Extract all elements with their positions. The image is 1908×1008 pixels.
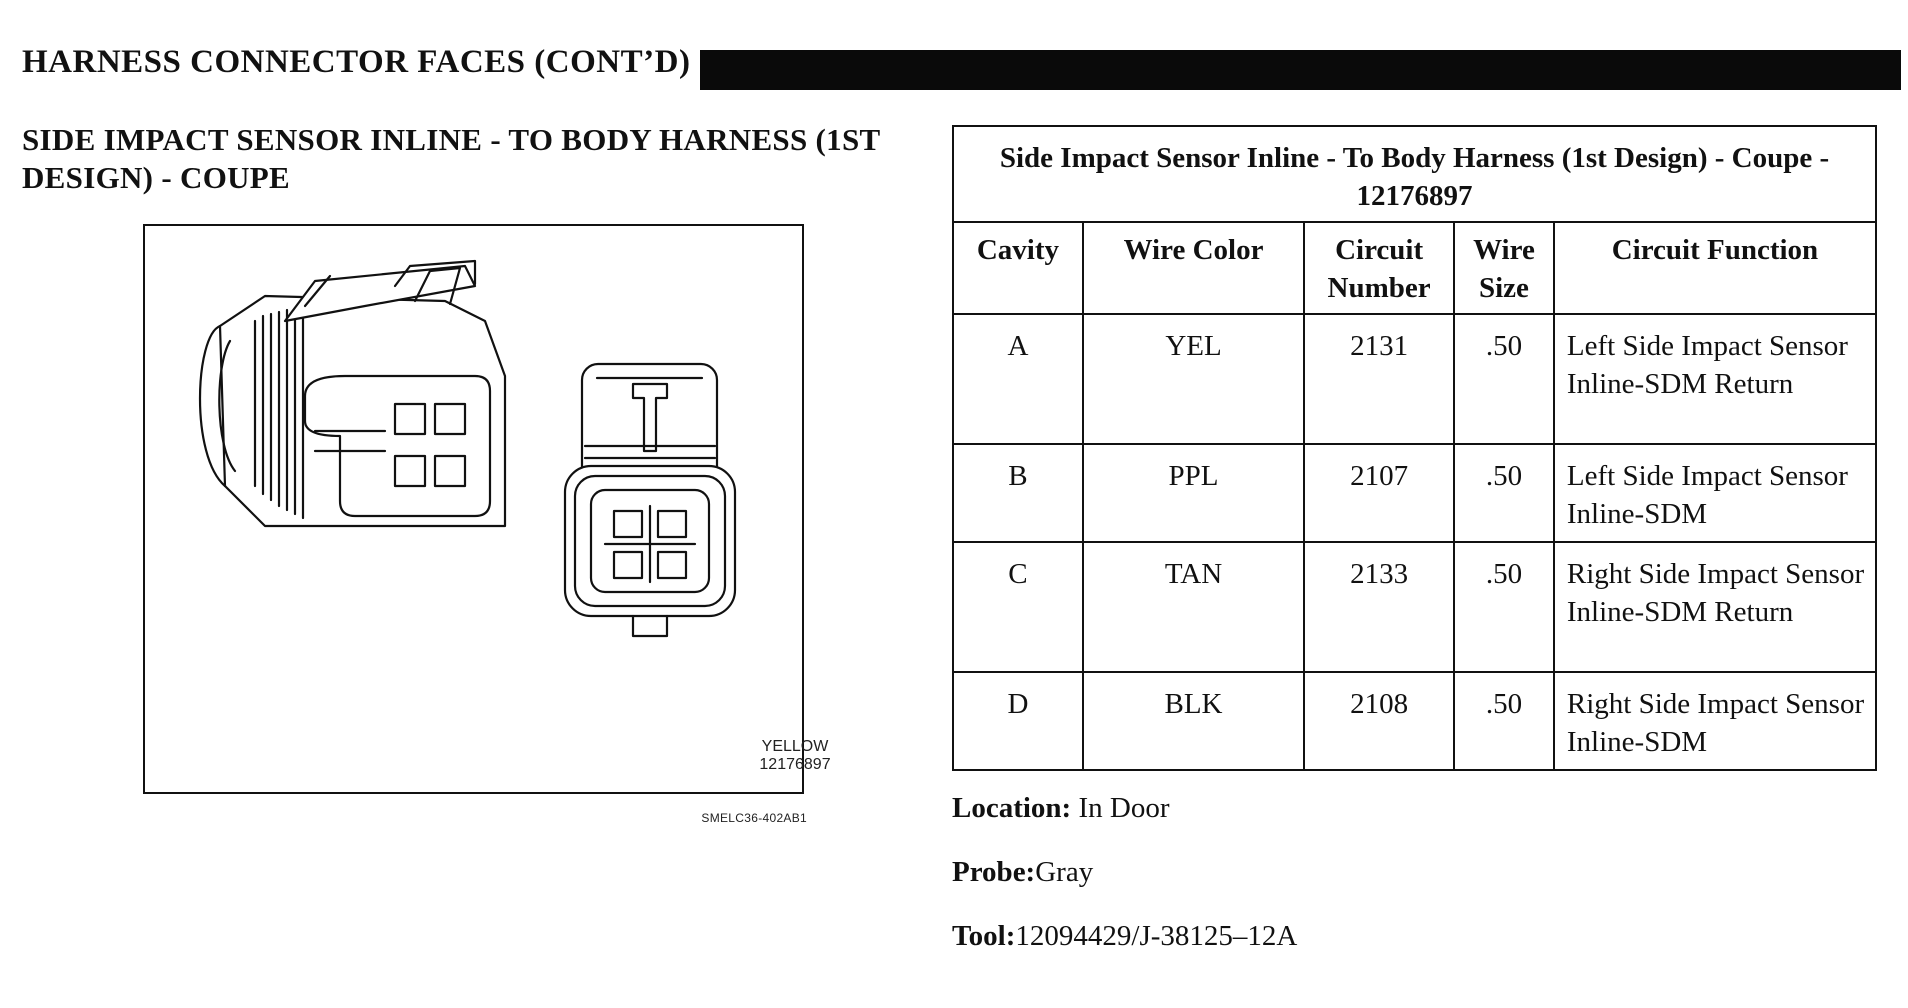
header-circuit-function: Circuit Function	[1554, 222, 1876, 314]
table-caption: Side Impact Sensor Inline - To Body Harness (1st Design) - Coupe - 12176897	[953, 126, 1876, 222]
header-wire-color: Wire Color	[1083, 222, 1304, 314]
figure-code: SMELC36-402AB1	[701, 811, 807, 825]
location-label: Location:	[952, 792, 1072, 824]
cavity-cell: C	[953, 542, 1083, 672]
table-row	[953, 314, 1876, 444]
table-row	[953, 672, 1876, 770]
connector-illustration	[145, 226, 806, 796]
location-value: In Door	[1071, 792, 1170, 824]
section-title: SIDE IMPACT SENSOR INLINE - TO BODY HARNESS (1ST DESIGN) - COUPE	[22, 122, 880, 195]
connector-color-label: YELLOW	[761, 738, 829, 755]
header-circuit-number: Circuit Number	[1304, 222, 1454, 314]
circuit-function-cell: Right Side Impact Sensor Inline-SDM Return	[1554, 542, 1876, 672]
connector-part-number: 12176897	[759, 756, 831, 773]
circuit-number-cell: 2107	[1304, 444, 1454, 542]
circuit-function-cell: Left Side Impact Sensor Inline-SDM Return	[1554, 314, 1876, 444]
wire-color-cell: TAN	[1083, 542, 1304, 672]
circuit-number-cell: 2131	[1304, 314, 1454, 444]
wire-size-cell: .50	[1454, 314, 1554, 444]
location-line	[952, 792, 1169, 825]
wire-size-cell: .50	[1454, 444, 1554, 542]
table-row	[953, 542, 1876, 672]
header-bar	[700, 50, 1901, 90]
wire-color-cell: PPL	[1083, 444, 1304, 542]
probe-label: Probe:	[952, 856, 1036, 888]
page-header-title: HARNESS CONNECTOR FACES (CONT’D)	[22, 44, 698, 81]
circuit-number-cell: 2133	[1304, 542, 1454, 672]
connector-figure	[143, 224, 831, 794]
wire-color-cell: YEL	[1083, 314, 1304, 444]
cavity-cell: A	[953, 314, 1083, 444]
circuit-number-cell: 2108	[1304, 672, 1454, 770]
cavity-cell: B	[953, 444, 1083, 542]
circuit-function-cell: Right Side Impact Sensor Inline-SDM	[1554, 672, 1876, 770]
circuit-function-cell: Left Side Impact Sensor Inline-SDM	[1554, 444, 1876, 542]
cavity-cell: D	[953, 672, 1083, 770]
table-row	[953, 444, 1876, 542]
pinout-table	[952, 125, 1877, 771]
wire-color-cell: BLK	[1083, 672, 1304, 770]
tool-line	[952, 920, 1297, 953]
probe-value: Gray	[1035, 856, 1094, 888]
probe-line	[952, 856, 1093, 889]
wire-size-cell: .50	[1454, 672, 1554, 770]
tool-value: 12094429/J-38125–12A	[1015, 920, 1298, 952]
wire-size-cell: .50	[1454, 542, 1554, 672]
header-cavity: Cavity	[953, 222, 1083, 314]
header-wire-size: Wire Size	[1454, 222, 1554, 314]
tool-label: Tool:	[952, 920, 1016, 952]
